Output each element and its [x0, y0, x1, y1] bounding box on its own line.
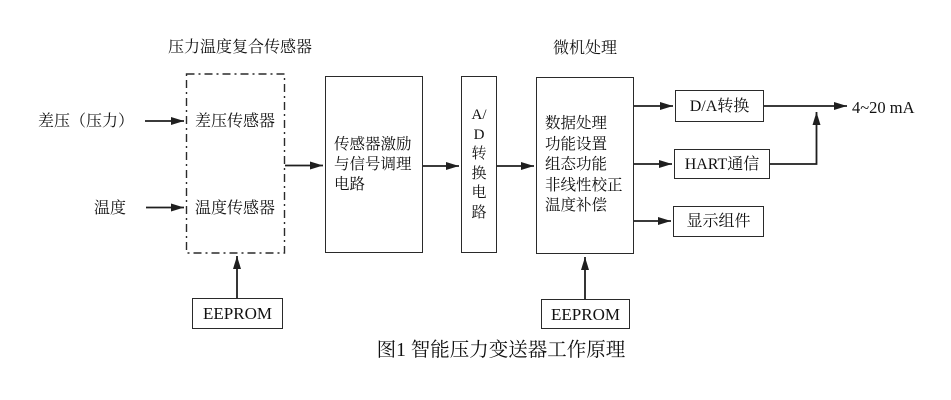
- mcu-title: 微机处理: [552, 40, 617, 57]
- signal-conditioning-box: [325, 76, 423, 253]
- mcu-function-line: 功能设置: [545, 135, 608, 153]
- input-label-temperature: 温度: [94, 200, 127, 217]
- signal-conditioning-line: 电路: [334, 175, 366, 193]
- display-module-box: [673, 206, 764, 237]
- dp-sensor-label: 差压传感器: [194, 113, 275, 130]
- ad-converter-line: D: [473, 126, 485, 143]
- input-label-differential-pressure: 差压（压力）: [38, 113, 135, 130]
- eeprom-mcu-box: [541, 299, 630, 329]
- display-label: 显示组件: [686, 213, 751, 230]
- da-converter-box: [675, 90, 764, 122]
- composite-sensor-title: 压力温度复合传感器: [167, 39, 312, 56]
- ad-converter-line: 换: [471, 165, 487, 182]
- mcu-function-line: 温度补偿: [545, 197, 608, 215]
- temp-sensor-label: 温度传感器: [194, 200, 275, 217]
- eeprom-sensor-box: [192, 298, 283, 329]
- mcu-function-line: 组态功能: [545, 156, 608, 174]
- signal-conditioning-line: 与信号调理: [334, 155, 412, 173]
- figure-caption: 图1 智能压力变送器工作原理: [376, 340, 626, 361]
- mcu-functions-box: [536, 77, 634, 254]
- ad-converter-line: 电: [471, 185, 487, 201]
- ad-converter-line: A/: [471, 107, 487, 123]
- mcu-function-line: 非线性校正: [545, 176, 623, 194]
- ad-converter-box: [461, 76, 497, 253]
- ad-converter-line: 转: [471, 146, 487, 162]
- hart-communication-box: [674, 149, 770, 179]
- hart-label: HART通信: [684, 155, 760, 173]
- eeprom-mcu-label: EEPROM: [551, 304, 620, 324]
- mcu-function-line: 数据处理: [545, 115, 608, 133]
- eeprom-sensor-label: EEPROM: [203, 304, 272, 323]
- ad-converter-line: 路: [471, 204, 487, 221]
- output-current-label: 4~20 mA: [852, 98, 915, 117]
- signal-conditioning-line: 传感器激励: [334, 135, 412, 153]
- arrow-hart-to-output-line: [770, 112, 817, 164]
- composite-sensor-dashed-box: [187, 74, 285, 253]
- da-converter-label: D/A转换: [689, 97, 750, 115]
